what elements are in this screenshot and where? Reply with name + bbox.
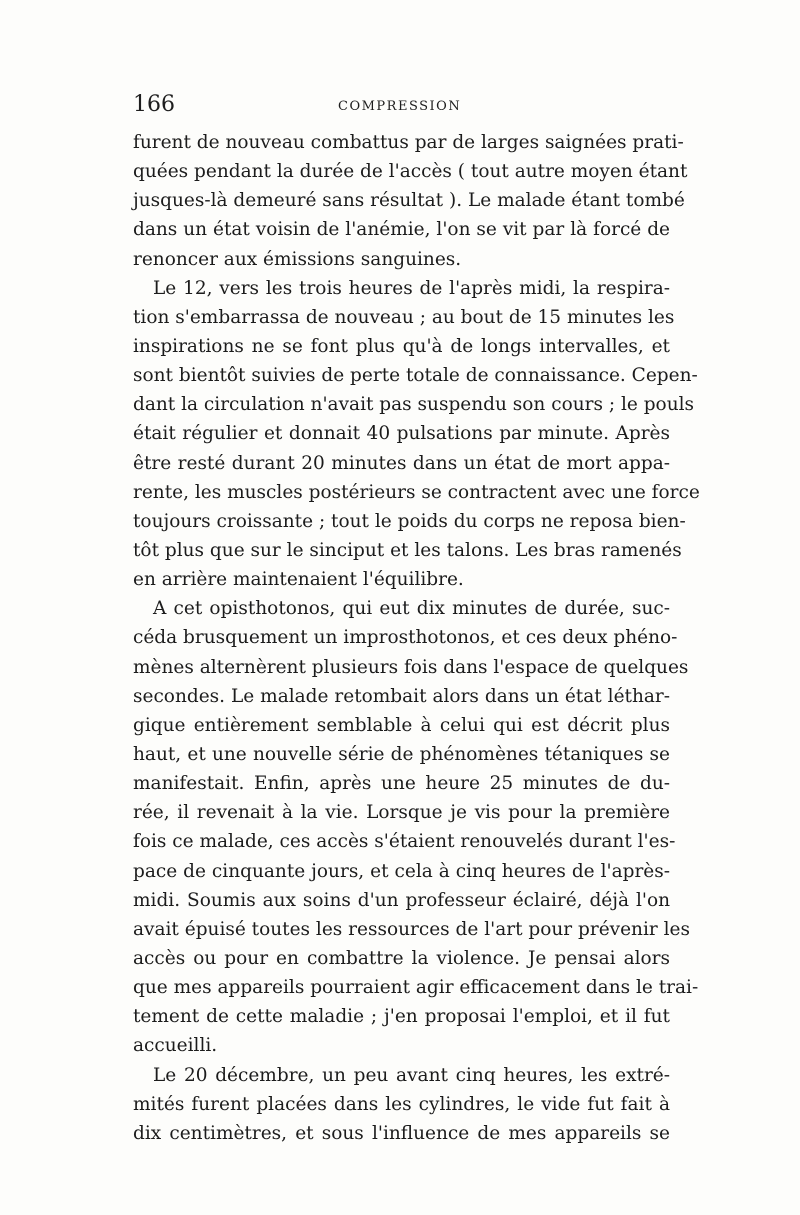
text-line: manifestait. Enfin, après une heure 25 minutes de du- [133,773,670,795]
body-text [133,128,700,1148]
text-line: mités furent placées dans les cylindres, le vide fut fait à [133,1093,670,1115]
text-line: secondes. Le malade retombait alors dans un état léthar- [133,685,670,707]
text-line: pace de cinquante jours, et cela à cinq heures de l'après- [133,860,670,882]
text-line: Le 12, vers les trois heures de l'après midi, la respira- [153,277,670,299]
text-line: dant la circulation n'avait pas suspendu son cours ; le pouls [133,394,695,416]
text-line: rente, les muscles postérieurs se contractent avec une force [133,481,700,503]
text-line: Le 20 décembre, un peu avant cinq heures, les extré- [153,1064,670,1086]
text-line: tôt plus que sur le sinciput et les talons. Les bras ramenés [133,539,682,561]
text-line: céda brusquement un improsthotonos, et ces deux phéno- [133,627,678,649]
text-line: jusques-là demeuré sans résultat ). Le malade étant tombé [133,190,685,212]
text-line: que mes appareils pourraient agir efficacement dans le trai- [133,977,699,999]
text-line: haut, et une nouvelle série de phénomènes tétaniques se [133,743,670,765]
text-line: accueilli. [133,1035,218,1057]
text-line: toujours croissante ; tout le poids du corps ne reposa bien- [133,510,686,532]
text-line: tement de cette maladie ; j'en proposai l'emploi, et il fut [133,1006,670,1028]
text-line: dans un état voisin de l'anémie, l'on se vit par là forcé de [133,219,670,241]
text-line: avait épuisé toutes les ressources de l'art pour prévenir les [133,918,690,940]
text-line: quées pendant la durée de l'accès ( tout autre moyen étant [133,161,688,183]
text-line: était régulier et donnait 40 pulsations par minute. Après [133,423,670,445]
text-line: mènes alternèrent plusieurs fois dans l'espace de quelques [133,656,689,678]
text-line: gique entièrement semblable à celui qui est décrit plus [133,714,670,736]
text-line: être resté durant 20 minutes dans un état de mort appa- [133,452,670,474]
page-header [133,92,670,122]
text-line: tion s'embarrassa de nouveau ; au bout de 15 minutes les [133,306,675,328]
running-head: COMPRESSION [338,99,462,114]
text-line: inspirations ne se font plus qu'à de longs intervalles, et [133,335,670,357]
text-line: A cet opisthotonos, qui eut dix minutes de durée, suc- [153,598,670,620]
page-number: 166 [133,92,175,117]
text-line: furent de nouveau combattus par de larges saignées prati- [133,132,684,153]
text-line: sont bientôt suivies de perte totale de connaissance. Cepen- [133,365,698,387]
text-line: en arrière maintenaient l'équilibre. [133,569,464,591]
text-line: fois ce malade, ces accès s'étaient renouvelés durant l'es- [133,831,676,853]
text-line: dix centimètres, et sous l'influence de mes appareils se [133,1122,670,1144]
text-line: accès ou pour en combattre la violence. Je pensai alors [133,947,670,969]
text-line: rée, il revenait à la vie. Lorsque je vis pour la première [133,802,670,824]
text-line: renoncer aux émissions sanguines. [133,248,462,270]
text-line: midi. Soumis aux soins d'un professeur éclairé, déjà l'on [133,889,670,911]
